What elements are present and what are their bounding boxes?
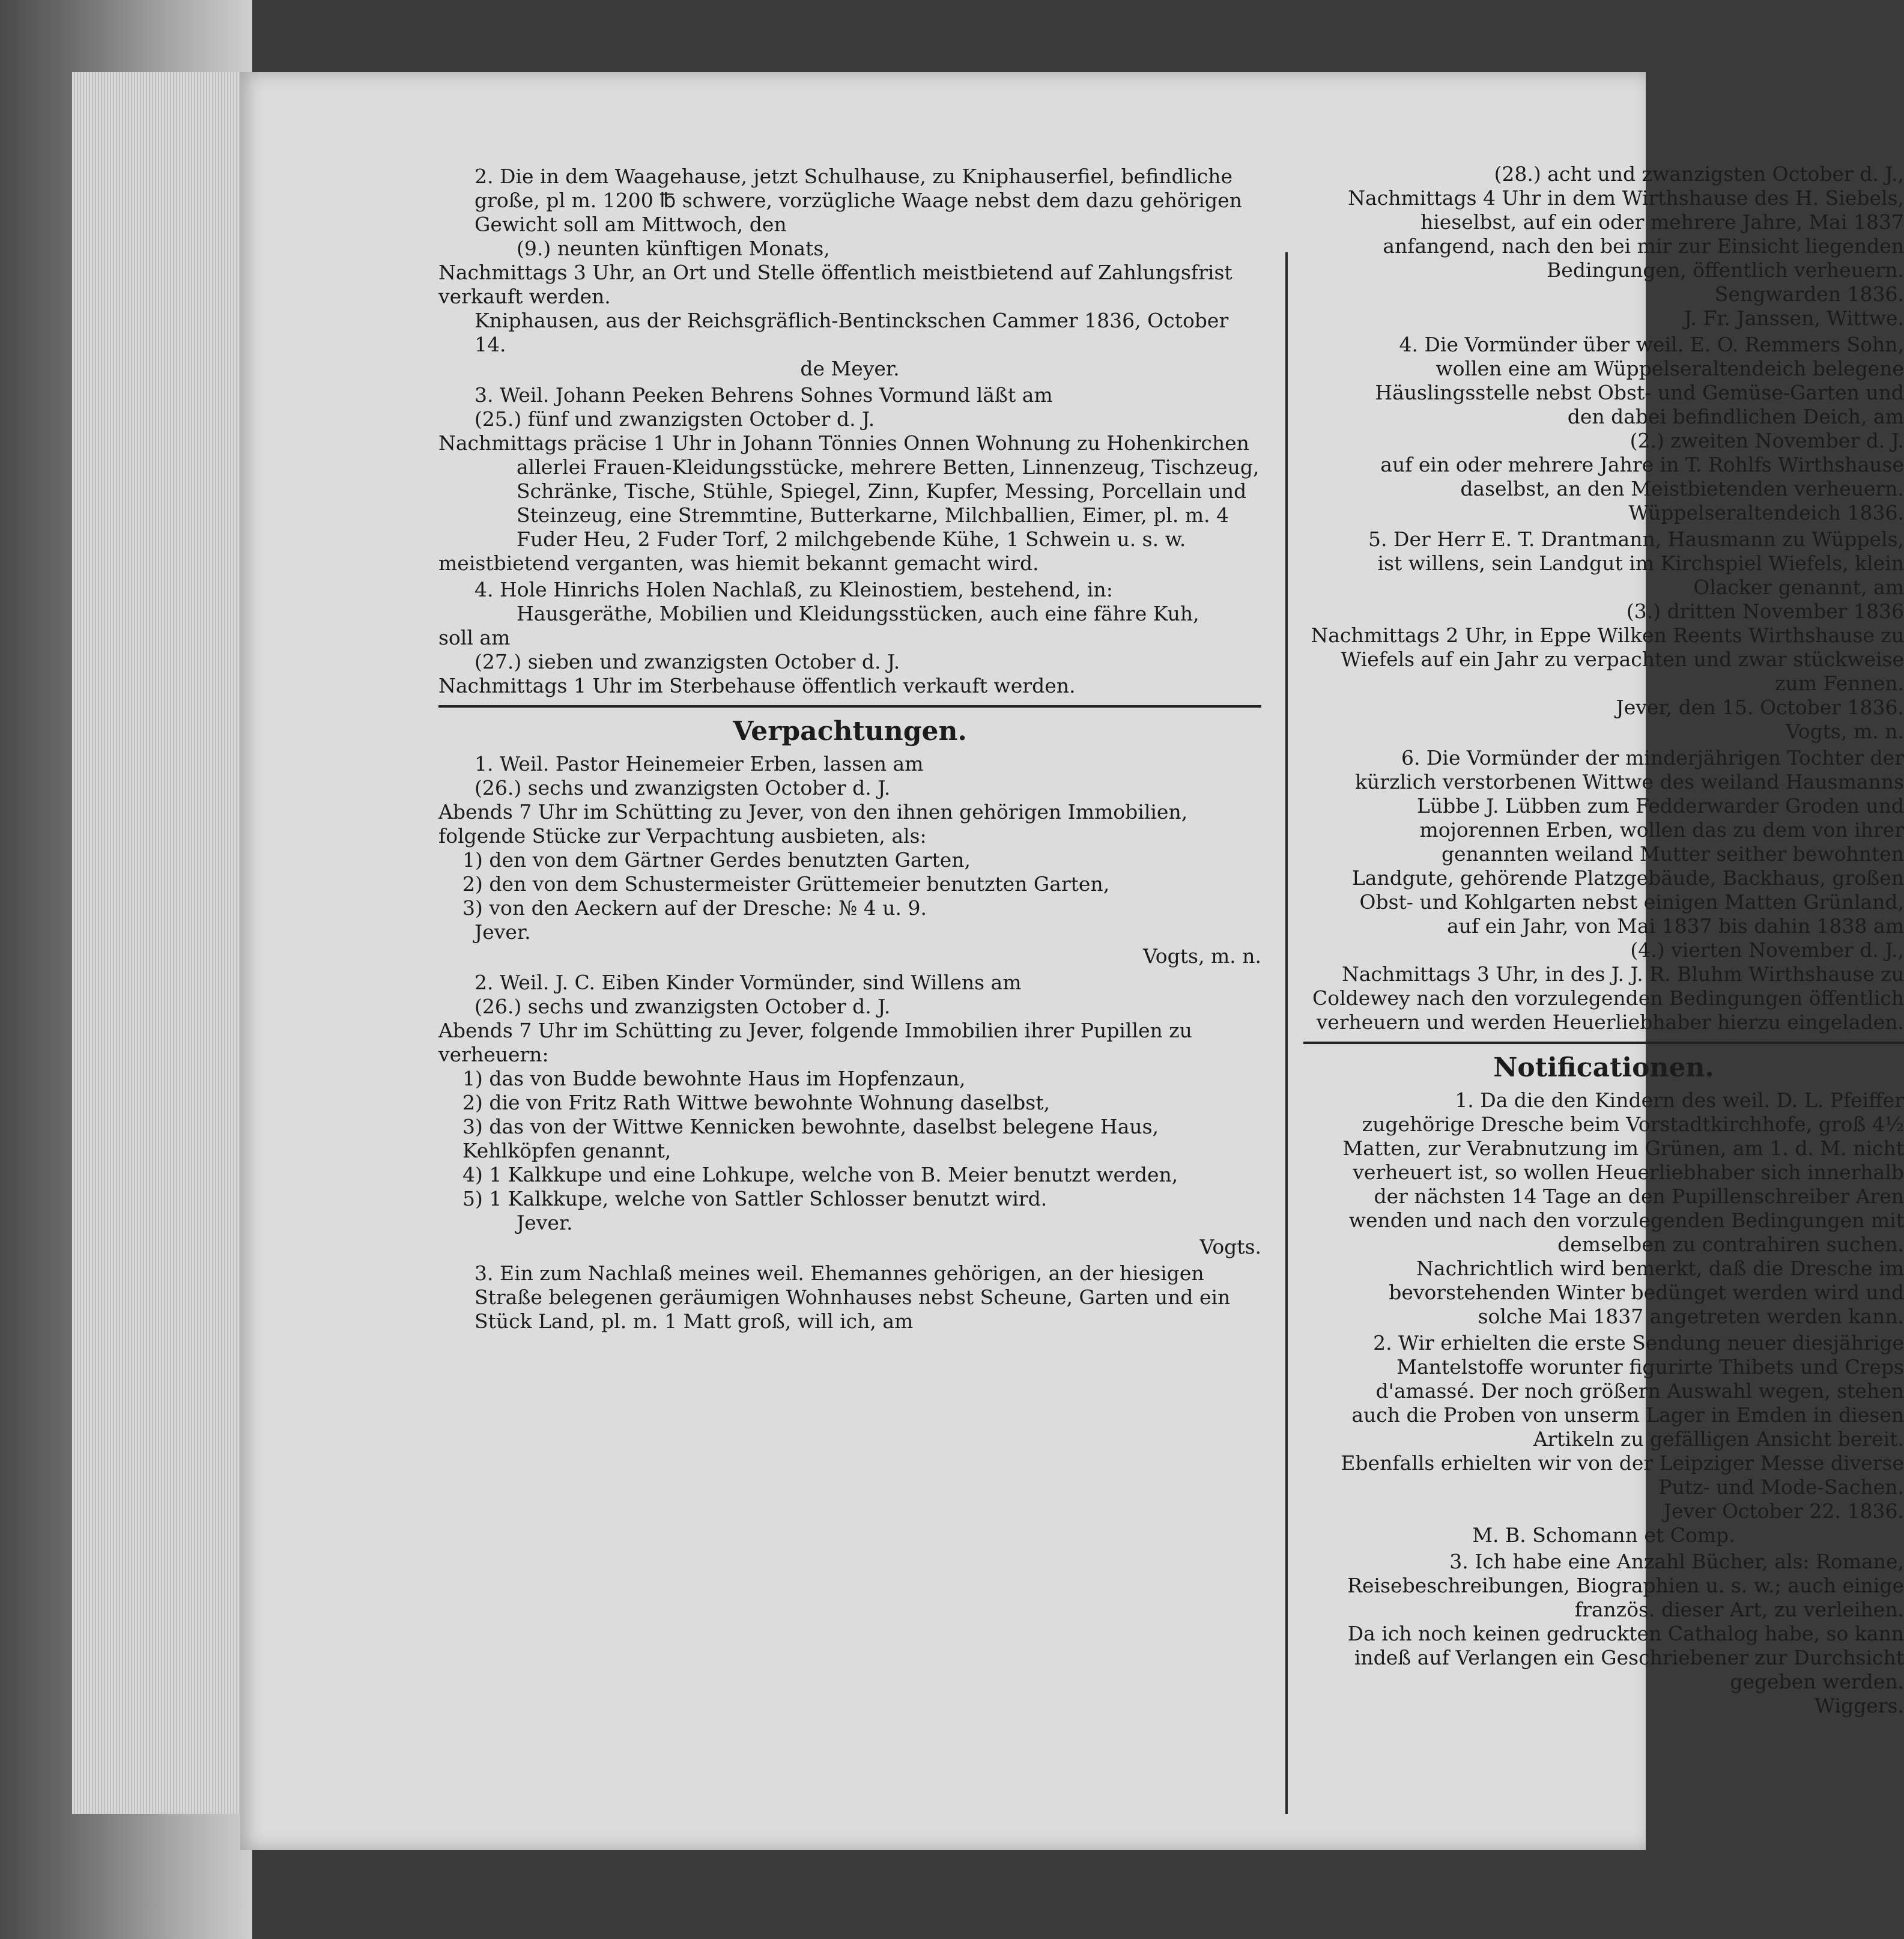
section-rule	[438, 705, 1261, 708]
signature: M. B. Schomann et Comp.	[1472, 1523, 1735, 1547]
notice-text: Nachrichtlich wird bemerkt, daß die Dresche im bevorstehenden Winter bedünget werden wird und solche Mai 1837 angetreten werden kann.	[1389, 1257, 1904, 1328]
date-line: (9.) neunten künftigen Monats,	[517, 237, 830, 260]
place-line: Jever.	[474, 920, 531, 944]
notice-text: Abends 7 Uhr im Schütting zu Jever, von den ihnen gehörigen Immobilien, folgende Stücke zur Verpachtung ausbieten, als:	[438, 800, 1188, 848]
signature: Wiggers.	[1815, 1694, 1904, 1717]
list-item: 2) den von dem Schustermeister Grüttemeier benutzten Garten,	[462, 872, 1110, 896]
date-line: (27.) sieben und zwanzigsten October d. J.	[474, 650, 900, 673]
section-heading-verpachtungen: Verpachtungen.	[733, 716, 967, 747]
place-date-line: Kniphausen, aus der Reichsgräflich-Bentinckschen Cammer 1836, October 14.	[474, 309, 1229, 356]
notice-2-waage: 2. Die in dem Waagehause, jetzt Schulhause, zu Kniphauserfiel, befindliche große, pl m. 1200 ℔ schwere, vorzügliche Waage nebst dem dazu gehörigen Gewicht soll am Mittwoch, den	[474, 165, 1242, 236]
notice-text: soll am	[438, 626, 511, 649]
notice-text: auf ein oder mehrere Jahre in T. Rohlfs Wirthshause daselbst, an den Meistbietenden verheuern.	[1380, 453, 1904, 500]
notification-1: 1. Da die den Kindern des weil. D. L. Pfeiffer zugehörige Dresche beim Vorstadtkirchhofe, groß 4½ Matten, zur Verabnutzung im Grünen, am 1. d. M. nicht verheuert ist, so wollen Heuerliebhaber sich innerhalb der nächsten 14 Tage an den Pupillenschreiber Aren wenden und nach den vorzulegenden Bedingungen mit demselben zu contrahiren suchen.	[1342, 1088, 1904, 1256]
column-divider	[1285, 252, 1288, 1814]
list-item: 5) 1 Kalkkupe, welche von Sattler Schlosser benutzt wird.	[462, 1187, 1048, 1210]
signature: Vogts, m. n.	[1143, 944, 1261, 968]
list-item: 4) 1 Kalkkupe und eine Lohkupe, welche von B. Meier benutzt werden,	[462, 1163, 1178, 1186]
signature: J. Fr. Janssen, Wittwe.	[1684, 306, 1904, 330]
date-line: (4.) vierten November d. J.,	[1630, 938, 1904, 962]
notice-text: Nachmittags 4 Uhr in dem Wirthshause des H. Siebels, hieselbst, auf ein oder mehrere Jahre, Mai 1837 anfangend, nach den bei mir zur Einsicht liegenden Bedingungen, öffentlich verheuern.	[1348, 186, 1904, 282]
place-line: Wüppelseraltendeich 1836.	[1628, 501, 1904, 524]
pacht-1: 1. Weil. Pastor Heinemeier Erben, lassen am	[474, 752, 924, 775]
date-line: (25.) fünf und zwanzigsten October d. J.	[474, 407, 875, 431]
notice-text: meistbietend verganten, was hiemit bekannt gemacht wird.	[438, 551, 1039, 575]
list-item: 1) das von Budde bewohnte Haus im Hopfenzaun,	[462, 1067, 966, 1090]
place-date-line: Jever October 22. 1836.	[1663, 1499, 1904, 1523]
notification-2: 2. Wir erhielten die erste Sendung neuer diesjährige Mantelstoffe worunter figurirte Thibets und Creps d'amassé. Der noch größern Auswahl wegen, stehen auch die Proben von unserm Lager in Emden in diesen Artikeln zu gefälligen Ansicht bereit.	[1351, 1331, 1904, 1451]
notice-4-holen: 4. Hole Hinrichs Holen Nachlaß, zu Kleinostiem, bestehend, in:	[474, 578, 1113, 601]
item-list: Hausgeräthe, Mobilien und Kleidungsstücken, auch eine fähre Kuh,	[517, 602, 1199, 625]
notice-6-luebben: 6. Die Vormünder der minderjährigen Tochter der kürzlich verstorbenen Wittwe des weiland Hausmanns Lübbe J. Lübben zum Fedderwarder Groden und mojorennen Erben, wollen das zu dem von ihrer genannten weiland Mutter seither bewohnten Landgute, gehörende Platzgebäude, Backhaus, großen Obst- und Kohlgarten nebst einigen Matten Grünland, auf ein Jahr, von Mai 1837 bis dahin 1838 am	[1351, 746, 1904, 938]
place-line: Sengwarden 1836.	[1714, 282, 1904, 306]
date-line: (28.) acht und zwanzigsten October d. J.,	[1494, 162, 1904, 186]
pacht-3: 3. Ein zum Nachlaß meines weil. Ehemannes gehörigen, an der hiesigen Straße belegenen geräumigen Wohnhauses nebst Scheune, Garten und ein Stück Land, pl. m. 1 Matt groß, will ich, am	[474, 1261, 1231, 1333]
notice-text: Nachmittags 1 Uhr im Sterbehause öffentlich verkauft werden.	[438, 674, 1076, 697]
list-item: 3) das von der Wittwe Kennicken bewohnte, daselbst belegene Haus, Kehlköpfen genannt,	[462, 1115, 1159, 1162]
notification-3: 3. Ich habe eine Anzahl Bücher, als: Romane, Reisebeschreibungen, Biographien u. s. w.; auch einige französ. dieser Art, zu verleihen.	[1347, 1550, 1904, 1621]
signature: de Meyer.	[800, 357, 900, 380]
page-edges	[72, 72, 252, 1814]
newspaper-page	[240, 72, 1904, 1850]
section-heading-notificationen: Notificationen.	[1493, 1052, 1714, 1083]
date-line: (26.) sechs und zwanzigsten October d. J.	[474, 995, 891, 1018]
left-column	[438, 162, 1261, 1334]
place-date-line: Jever, den 15. October 1836.	[1616, 696, 1904, 719]
notice-3-behrens: 3. Weil. Johann Peeken Behrens Sohnes Vormund läßt am	[474, 383, 1053, 407]
notice-text: Abends 7 Uhr im Schütting zu Jever, folgende Immobilien ihrer Pupillen zu verheuern:	[438, 1019, 1192, 1066]
book-edge	[0, 0, 252, 1939]
notice-text: Da ich noch keinen gedruckten Cathalog habe, so kann indeß auf Verlangen ein Geschriebener zur Durchsicht gegeben werden.	[1347, 1622, 1904, 1693]
date-line: (26.) sechs und zwanzigsten October d. J.	[474, 776, 891, 800]
notice-text: Nachmittags 3 Uhr, in des J. J. R. Bluhm Wirthshause zu Coldewey nach den vorzulegenden Bedingungen öffentlich verheuern und werden Heuerliebhaber hierzu eingeladen.	[1312, 962, 1904, 1034]
notice-text: Nachmittags präcise 1 Uhr in Johann Tönnies Onnen Wohnung zu Hohenkirchen	[438, 431, 1249, 455]
notice-4-remmers: 4. Die Vormünder über weil. E. O. Remmers Sohn, wollen eine am Wüppelseraltendeich belegene Häuslingsstelle nebst Obst- und Gemüse-Garten und den dabei befindlichen Deich, am	[1375, 333, 1904, 428]
right-column	[1303, 162, 1904, 1718]
notice-5-drantmann: 5. Der Herr E. T. Drantmann, Hausmann zu Wüppels, ist willens, sein Landgut im Kirchspiel Wiefels, klein Olacker genannt, am	[1368, 527, 1904, 599]
item-list: allerlei Frauen-Kleidungsstücke, mehrere Betten, Linnenzeug, Tischzeug, Schränke, Tische, Stühle, Spiegel, Zinn, Kupfer, Messing, Porcellain und Steinzeug, eine Stremmtine, Butterkarne, Milchballien, Eimer, pl. m. 4 Fuder Heu, 2 Fuder Torf, 2 milchgebende Kühe, 1 Schwein u. s. w.	[517, 455, 1260, 551]
section-rule	[1303, 1042, 1904, 1044]
place-line: Jever.	[517, 1211, 573, 1234]
list-item: 3) von den Aeckern auf der Dresche: № 4 u. 9.	[462, 896, 927, 920]
notice-text: Nachmittags 2 Uhr, in Eppe Wilken Reents Wirthshause zu Wiefels auf ein Jahr zu verpachten und zwar stückweise zum Fennen.	[1311, 624, 1904, 695]
list-item: 1) den von dem Gärtner Gerdes benutzten Garten,	[462, 848, 971, 872]
signature: Vogts, m. n.	[1786, 720, 1904, 743]
signature: Vogts.	[1199, 1235, 1261, 1258]
list-item: 2) die von Fritz Rath Wittwe bewohnte Wohnung daselbst,	[462, 1091, 1050, 1114]
notice-text: Nachmittags 3 Uhr, an Ort und Stelle öffentlich meistbietend auf Zahlungsfrist verkauft werden.	[438, 261, 1232, 308]
date-line: (2.) zweiten November d. J.	[1630, 429, 1904, 452]
date-line: (3.) dritten November 1836	[1626, 599, 1904, 623]
notice-text: Ebenfalls erhielten wir von der Leipziger Messe diverse Putz- und Mode-Sachen.	[1341, 1451, 1904, 1499]
pacht-2: 2. Weil. J. C. Eiben Kinder Vormünder, sind Willens am	[474, 971, 1022, 994]
